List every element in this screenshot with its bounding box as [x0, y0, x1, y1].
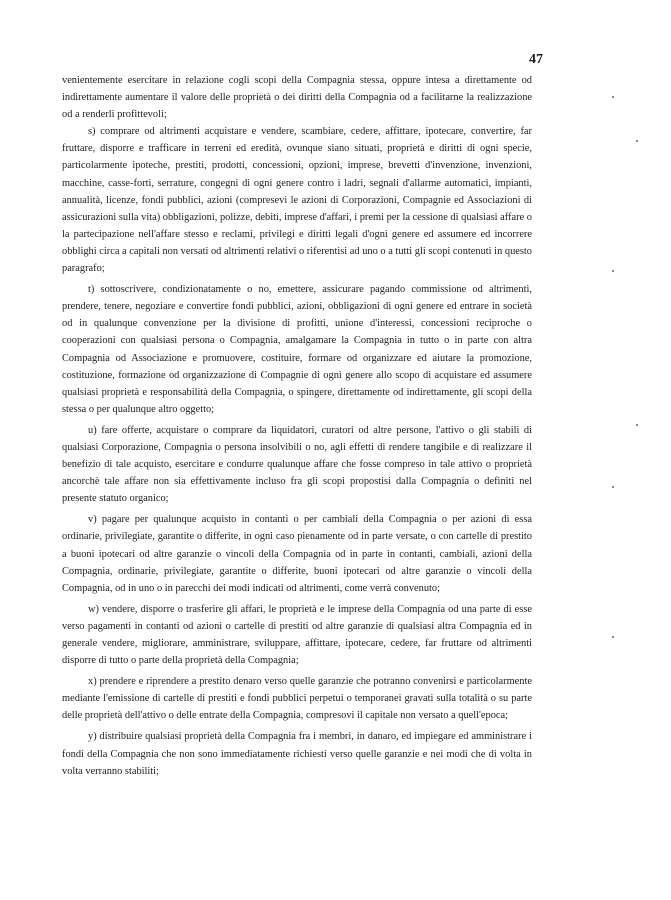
margin-speck [636, 424, 638, 426]
margin-speck [636, 140, 638, 142]
margin-speck [612, 270, 614, 272]
margin-speck [612, 96, 614, 98]
page-number: 47 [529, 52, 543, 67]
paragraph-x: x) prendere e riprendere a prestito denaro verso quelle garanzie che potranno convenirsi e particolarmente mediante l'emissione di cartelle di prestiti e fondi pubblici perpetui o temporanei gravati sulla totalità o su parte delle proprietà dell'attivo o delle entrate della Compagnia, compresovi il capitale non versato a quell'epoca; [62, 676, 532, 722]
paragraph-t: t) sottoscrivere, condizionatamente o no, emettere, assicurare pagando commissione od altrimenti, prendere, tenere, negoziare e convertire fondi pubblici, azioni, obbligazioni di ogni genere ed entrare in società od in qualunque convenzione per la divisione di profitti, unione d'interessi, concessioni reciproche o cooperazioni con qualsiasi persona o Compagnia, amalgamare la Compagnia in tutto o in parte con altra Compagnia od Associazione e promuovere, costituire, formare od organizzare ed aiutare la promozione, costituzione, formazione od organizzazione di Compagnie di ogni genere allo scopo di acquistare ed assumere qualsiasi proprietà e responsabilità della Compagnia, o spingere, direttamente od indirettamente, gli scopi della stessa o per qualunque altro oggetto; [62, 284, 532, 415]
paragraph-w: w) vendere, disporre o trasferire gli affari, le proprietà e le imprese della Compagnia od una parte di esse verso pagamenti in contanti od azioni o cartelle di prestiti od altre garanzie di qualsiasi altra Compagnia ed in generale vendere, migliorare, amministrare, sviluppare, affittare, ipotecare, cedere, far fruttare od altrimenti disporre di tutto o parte della proprietà della Compagnia; [62, 603, 532, 667]
paragraph-y: y) distribuire qualsiasi proprietà della Compagnia fra i membri, in danaro, ed impiegare ed amministrare i fondi della Compagnia che non sono immediatamente richiesti verso quelle garanzie e nei modi che di volta in volta verranno stabiliti; [62, 731, 532, 777]
paragraph-v: v) pagare per qualunque acquisto in contanti o per cambiali della Compagnia o per azioni di essa ordinarie, privilegiate, garantite o differite, in ogni caso pienamente od in parte versate, o con cartelle di prestito a buoni ipotecari od altre garanzie o vincoli della Compagnia od in parte in contanti, cambiali, azioni della Compagnia, ordinarie, privilegiate, garantite o differite, buoni ipotecari od altre garanzie o vincoli della Compagnia, od in uno o in parecchi dei modi indicati od altrimenti, come verrà convenuto; [62, 514, 532, 594]
margin-speck [612, 636, 614, 638]
paragraph-continuation: venientemente esercitare in relazione cogli scopi della Compagnia stessa, oppure intesa a direttamente od indirettamente aumentare il valore delle proprietà o dei diritti della Compagnia od a facilitarne la realizzazione od a renderli profittevoli; [62, 75, 532, 121]
margin-speck [612, 486, 614, 488]
paragraph-s: s) comprare od altrimenti acquistare e vendere, scambiare, cedere, affittare, ipotecare, convertire, far fruttare, disporre e trafficare in terreni ed eredità, ovunque siano situati, proprietà e diritti di ogni specie, particolarmente ipoteche, prestiti, prodotti, concessioni, opzioni, imprese, brevetti d'invenzione, invenzioni, macchine, casse-forti, serrature, congegni di ogni genere contro i ladri, segnali d'allarme automatici, impianti, annualità, licenze, fondi pubblici, azioni (compresevi le azioni di Corporazioni, Compagnie ed Associazioni di assicurazioni sulla vita) obbligazioni, polizze, debiti, imprese d'affari, i premi per la cessione di qualsiasi affare o la partecipazione nell'affare stesso e reclami, privilegi e diritti legali d'ogni genere ed assumere ed incorrere obblighi circa a capitali non versati od altrimenti relativi o riferentisi ad uno o a tutti gli scopi contenuti in questo paragrafo; [62, 126, 532, 275]
body-text [62, 72, 532, 780]
paragraph-u: u) fare offerte, acquistare o comprare da liquidatori, curatori od altre persone, l'attivo o gli stabili di qualsiasi Corporazione, Compagnia o persona insolvibili o no, agli effetti di rendere tangibile e di realizzare il benefizio di tale acquisto, esercitare e condurre qualunque affare che fosse compreso in tale attivo o proprietà ancorchè tale affare non sia effettivamente incluso fra gli scopi propostisi dalla Compagnia o definiti nel presente statuto organico; [62, 424, 532, 505]
